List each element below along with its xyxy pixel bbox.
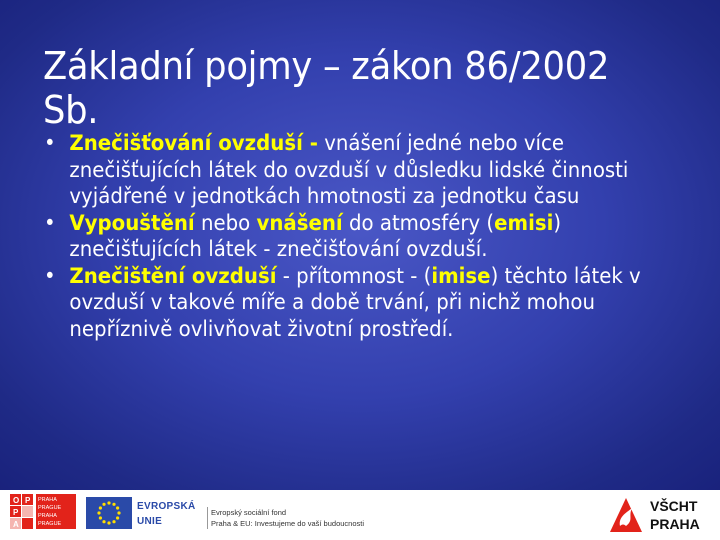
definition-text: - přítomnost - ( [276,263,432,288]
term: emisi [494,210,554,235]
eu-flag-icon [86,497,132,529]
term: Vypouštění [69,210,195,235]
opp-small-text: PRAGUE [38,521,62,527]
opp-small-text: PRAGUE [38,505,62,511]
vscht-line1: VŠCHT [650,498,698,514]
definition-text: ) těchto látek v ovzduší v takové míře a době trvání, při nichž mohou nepříznivě ovlivňovat životní prostředí. [69,263,641,341]
bullet-item [44,210,655,263]
opp-letter: P [25,496,31,505]
vscht-line2: PRAHA [650,516,700,532]
bullet-dot: • [44,131,56,155]
term: vnášení [256,210,343,235]
bullet-dot: • [44,263,56,288]
opp-square [22,518,33,529]
term: Znečištění ovzduší [69,263,277,288]
eu-label-line1: EVROPSKÁ [137,501,196,512]
bullet-dot: • [44,210,56,235]
definition-text: nebo [194,210,257,235]
term: imise [431,263,491,288]
slide-title: Základní pojmy – zákon 86/2002 Sb. [43,44,610,132]
bullet-list [44,130,694,342]
footer-logo-bar [0,490,720,540]
opp-praha-logo [10,494,80,536]
bullet-item [44,263,655,343]
esf-line2: Praha & EU: Investujeme do vaší budoucnosti [211,519,365,528]
opp-letter: O [13,496,20,505]
opp-square [22,506,33,517]
term: Znečišťování ovzduší - [69,131,318,155]
eu-label [137,499,196,529]
bullet-item [44,130,655,210]
vscht-emblem-icon [608,496,644,534]
opp-letter: A [13,520,19,529]
opp-small-text: PRAHA [38,497,57,503]
opp-letter: P [13,508,19,517]
esf-line1: Evropský sociální fond [211,508,287,517]
definition-text: vnášení jedné nebo více znečišťujících látek do ovzduší v důsledku lidské činnosti vyjádřené v jednotkách hmotnosti za jednotku času [69,131,629,208]
eu-label-line2: UNIE [137,516,163,527]
vscht-logo [608,495,712,535]
esf-label [207,507,364,529]
definition-text: ) znečišťujících látek - znečišťování ovzduší. [69,210,562,261]
opp-small-text: PRAHA [38,513,57,519]
definition-text: do atmosféry ( [342,210,495,235]
